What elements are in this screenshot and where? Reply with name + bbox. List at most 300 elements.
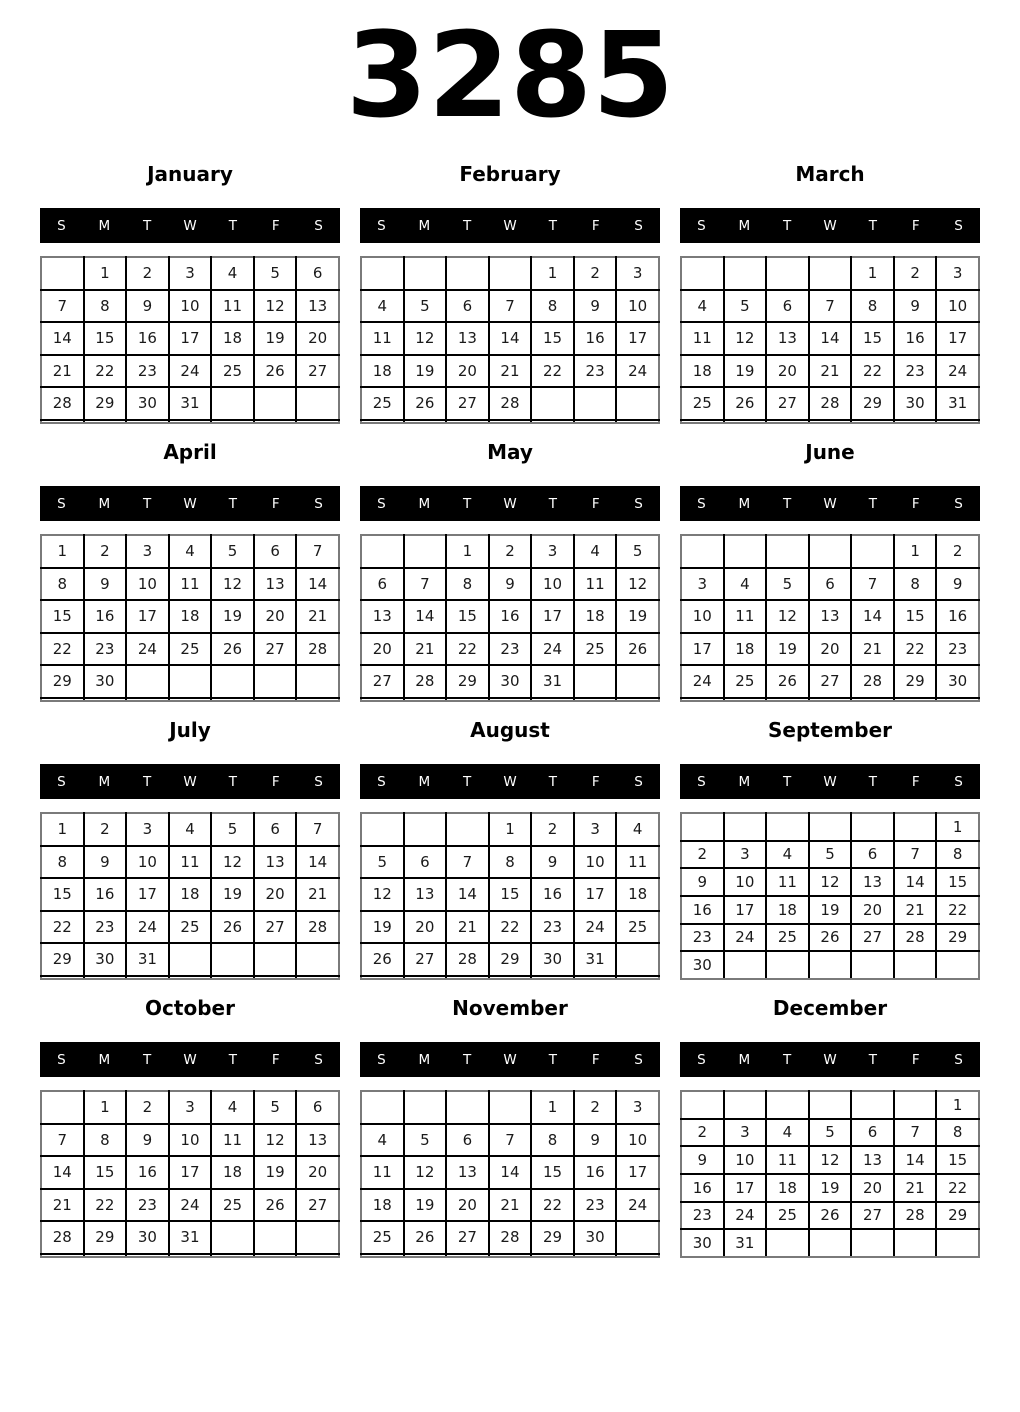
day-cell: 6 — [361, 568, 404, 601]
empty-day-cell — [681, 535, 724, 568]
day-cell: 15 — [936, 1146, 979, 1174]
empty-day-cell — [681, 257, 724, 290]
empty-day-cell — [404, 976, 447, 979]
day-cell: 12 — [211, 846, 254, 879]
month-block — [360, 428, 660, 706]
empty-day-cell — [211, 1221, 254, 1254]
day-cell: 26 — [361, 943, 404, 976]
day-cell: 21 — [296, 878, 339, 911]
empty-day-cell — [809, 1229, 852, 1257]
weekday-label: W — [503, 495, 517, 512]
empty-day-cell — [169, 943, 212, 976]
day-cell: 17 — [531, 600, 574, 633]
day-cell: 8 — [446, 568, 489, 601]
weekday-label: S — [954, 495, 963, 512]
day-cell: 28 — [41, 387, 84, 420]
day-cell: 4 — [169, 535, 212, 568]
month-block — [40, 706, 340, 984]
week-row — [361, 943, 659, 976]
empty-day-cell — [404, 257, 447, 290]
empty-day-cell — [254, 665, 297, 698]
empty-day-cell — [446, 698, 489, 701]
week-row — [361, 600, 659, 633]
empty-day-cell — [936, 698, 979, 701]
empty-day-cell — [936, 951, 979, 979]
day-cell: 30 — [894, 387, 937, 420]
week-row — [361, 387, 659, 420]
month-block — [40, 984, 340, 1262]
day-cell: 1 — [531, 257, 574, 290]
day-cell: 1 — [936, 1091, 979, 1119]
day-cell: 27 — [361, 665, 404, 698]
day-cell: 20 — [446, 1189, 489, 1222]
weekday-label: S — [314, 1051, 323, 1068]
month-block — [360, 706, 660, 984]
day-cell: 20 — [446, 355, 489, 388]
weekday-label: W — [503, 773, 517, 790]
weekday-label: W — [183, 495, 197, 512]
day-cell: 5 — [616, 535, 659, 568]
empty-day-cell — [851, 535, 894, 568]
day-cell: 28 — [41, 1221, 84, 1254]
day-cell: 24 — [531, 633, 574, 666]
day-cell: 10 — [169, 290, 212, 323]
day-cell: 1 — [489, 813, 532, 846]
week-row — [361, 322, 659, 355]
weekday-header-bar — [360, 1042, 660, 1077]
day-cell: 4 — [169, 813, 212, 846]
day-cell: 6 — [851, 841, 894, 869]
month-name: May — [487, 439, 533, 464]
day-cell: 21 — [41, 1189, 84, 1222]
day-cell: 25 — [681, 387, 724, 420]
day-cell: 3 — [724, 1119, 767, 1147]
day-cell: 6 — [254, 535, 297, 568]
week-row — [41, 568, 339, 601]
day-cell: 24 — [681, 665, 724, 698]
day-cell: 7 — [489, 1124, 532, 1157]
week-row — [41, 1156, 339, 1189]
year-title: 3285 — [345, 6, 675, 144]
day-cell: 27 — [446, 1221, 489, 1254]
weekday-label: W — [503, 1051, 517, 1068]
weekday-header-bar — [680, 1042, 980, 1077]
day-cell: 26 — [254, 355, 297, 388]
day-cell: 19 — [616, 600, 659, 633]
weekday-label: T — [868, 773, 877, 790]
empty-day-cell — [531, 976, 574, 979]
weekday-label: T — [783, 495, 792, 512]
day-cell: 18 — [361, 355, 404, 388]
day-cell: 27 — [851, 924, 894, 952]
day-cell: 31 — [531, 665, 574, 698]
weekday-header-bar — [40, 208, 340, 243]
empty-day-cell — [809, 420, 852, 423]
week-row — [41, 846, 339, 879]
week-row — [681, 951, 979, 979]
day-cell: 11 — [766, 1146, 809, 1174]
day-cell: 16 — [936, 600, 979, 633]
day-cell: 18 — [766, 896, 809, 924]
day-cell: 3 — [936, 257, 979, 290]
weekday-label: S — [697, 495, 706, 512]
day-cell: 9 — [84, 846, 127, 879]
weekday-label: M — [418, 495, 431, 512]
week-row — [41, 1189, 339, 1222]
day-cell: 18 — [766, 1174, 809, 1202]
day-cell: 15 — [84, 322, 127, 355]
day-cell: 7 — [894, 841, 937, 869]
day-cell: 27 — [254, 911, 297, 944]
day-cell: 16 — [894, 322, 937, 355]
day-cell: 8 — [84, 1124, 127, 1157]
empty-day-cell — [616, 698, 659, 701]
day-cell: 21 — [894, 1174, 937, 1202]
empty-day-cell — [724, 1091, 767, 1119]
day-cell: 19 — [254, 322, 297, 355]
week-row — [361, 976, 659, 979]
day-cell: 28 — [489, 387, 532, 420]
day-cell: 1 — [41, 535, 84, 568]
empty-day-cell — [169, 420, 212, 423]
month-block — [40, 150, 340, 428]
day-cell: 25 — [616, 911, 659, 944]
day-cell: 15 — [41, 878, 84, 911]
empty-day-cell — [681, 698, 724, 701]
day-cell: 21 — [446, 911, 489, 944]
empty-day-cell — [894, 1229, 937, 1257]
day-cell: 22 — [489, 911, 532, 944]
day-cell: 4 — [681, 290, 724, 323]
weekday-label: W — [183, 217, 197, 234]
empty-day-cell — [894, 951, 937, 979]
day-cell: 30 — [126, 1221, 169, 1254]
day-cell: 11 — [211, 290, 254, 323]
empty-day-cell — [616, 387, 659, 420]
week-row — [41, 387, 339, 420]
day-cell: 28 — [851, 665, 894, 698]
day-cell: 12 — [254, 1124, 297, 1157]
day-cell: 18 — [169, 878, 212, 911]
month-grid — [680, 534, 980, 702]
day-cell: 5 — [404, 1124, 447, 1157]
day-cell: 30 — [681, 1229, 724, 1257]
empty-day-cell — [211, 698, 254, 701]
empty-day-cell — [361, 257, 404, 290]
day-cell: 5 — [211, 535, 254, 568]
month-name: September — [768, 717, 892, 742]
empty-day-cell — [809, 1091, 852, 1119]
day-cell: 17 — [126, 878, 169, 911]
empty-day-cell — [851, 1091, 894, 1119]
month-block — [360, 984, 660, 1262]
empty-day-cell — [766, 951, 809, 979]
empty-day-cell — [84, 976, 127, 979]
day-cell: 2 — [681, 841, 724, 869]
week-row — [41, 943, 339, 976]
week-row — [41, 322, 339, 355]
day-cell: 7 — [894, 1119, 937, 1147]
empty-day-cell — [616, 943, 659, 976]
day-cell: 25 — [574, 633, 617, 666]
empty-day-cell — [361, 976, 404, 979]
day-cell: 23 — [574, 355, 617, 388]
day-cell: 17 — [724, 1174, 767, 1202]
empty-day-cell — [809, 813, 852, 841]
empty-day-cell — [254, 387, 297, 420]
empty-day-cell — [41, 1091, 84, 1124]
day-cell: 1 — [84, 257, 127, 290]
day-cell: 27 — [851, 1202, 894, 1230]
empty-day-cell — [489, 976, 532, 979]
weekday-label: S — [634, 495, 643, 512]
weekday-label: T — [463, 495, 472, 512]
empty-day-cell — [809, 257, 852, 290]
day-cell: 4 — [766, 841, 809, 869]
week-row — [361, 633, 659, 666]
week-row — [681, 633, 979, 666]
empty-day-cell — [404, 1091, 447, 1124]
empty-day-cell — [531, 420, 574, 423]
day-cell: 9 — [681, 868, 724, 896]
day-cell: 3 — [169, 257, 212, 290]
week-row — [361, 355, 659, 388]
weekday-label: S — [314, 217, 323, 234]
empty-day-cell — [361, 535, 404, 568]
weekday-label: W — [183, 1051, 197, 1068]
weekday-label: F — [911, 773, 920, 790]
empty-day-cell — [724, 257, 767, 290]
day-cell: 23 — [126, 1189, 169, 1222]
day-cell: 24 — [616, 1189, 659, 1222]
day-cell: 26 — [766, 665, 809, 698]
weekday-header-bar — [680, 208, 980, 243]
day-cell: 3 — [574, 813, 617, 846]
day-cell: 14 — [41, 1156, 84, 1189]
month-block — [680, 706, 980, 984]
day-cell: 12 — [809, 1146, 852, 1174]
week-row — [41, 665, 339, 698]
day-cell: 29 — [84, 387, 127, 420]
day-cell: 22 — [84, 355, 127, 388]
empty-day-cell — [254, 698, 297, 701]
day-cell: 7 — [296, 535, 339, 568]
week-row — [681, 290, 979, 323]
day-cell: 5 — [254, 257, 297, 290]
day-cell: 30 — [531, 943, 574, 976]
empty-day-cell — [724, 698, 767, 701]
week-row — [361, 665, 659, 698]
day-cell: 6 — [296, 257, 339, 290]
weekday-label: T — [463, 217, 472, 234]
empty-day-cell — [936, 1229, 979, 1257]
empty-day-cell — [446, 976, 489, 979]
week-row — [361, 698, 659, 701]
weekday-label: S — [954, 773, 963, 790]
day-cell: 26 — [211, 633, 254, 666]
empty-day-cell — [851, 1229, 894, 1257]
day-cell: 28 — [296, 911, 339, 944]
empty-day-cell — [574, 665, 617, 698]
empty-day-cell — [851, 420, 894, 423]
day-cell: 4 — [616, 813, 659, 846]
day-cell: 12 — [211, 568, 254, 601]
day-cell: 6 — [404, 846, 447, 879]
month-name: January — [147, 161, 233, 186]
day-cell: 22 — [936, 896, 979, 924]
month-name: April — [163, 439, 217, 464]
day-cell: 1 — [41, 813, 84, 846]
day-cell: 29 — [894, 665, 937, 698]
week-row — [681, 1229, 979, 1257]
weekday-label: M — [98, 217, 111, 234]
weekday-label: S — [634, 217, 643, 234]
day-cell: 9 — [531, 846, 574, 879]
day-cell: 11 — [169, 846, 212, 879]
week-row — [41, 1124, 339, 1157]
day-cell: 22 — [446, 633, 489, 666]
empty-day-cell — [681, 813, 724, 841]
week-row — [681, 600, 979, 633]
day-cell: 22 — [531, 1189, 574, 1222]
empty-day-cell — [169, 698, 212, 701]
day-cell: 18 — [574, 600, 617, 633]
week-row — [681, 924, 979, 952]
day-cell: 3 — [616, 1091, 659, 1124]
empty-day-cell — [724, 535, 767, 568]
day-cell: 1 — [446, 535, 489, 568]
day-cell: 15 — [41, 600, 84, 633]
day-cell: 28 — [446, 943, 489, 976]
week-row — [361, 911, 659, 944]
day-cell: 22 — [936, 1174, 979, 1202]
day-cell: 16 — [574, 322, 617, 355]
day-cell: 4 — [361, 290, 404, 323]
week-row — [681, 698, 979, 701]
weekday-label: F — [271, 773, 280, 790]
week-row — [681, 420, 979, 423]
day-cell: 24 — [724, 924, 767, 952]
day-cell: 9 — [84, 568, 127, 601]
day-cell: 7 — [446, 846, 489, 879]
week-row — [681, 813, 979, 841]
day-cell: 16 — [84, 600, 127, 633]
day-cell: 16 — [531, 878, 574, 911]
day-cell: 25 — [724, 665, 767, 698]
weekday-label: M — [418, 217, 431, 234]
weekday-label: M — [98, 773, 111, 790]
day-cell: 12 — [404, 322, 447, 355]
week-row — [41, 698, 339, 701]
day-cell: 2 — [126, 1091, 169, 1124]
week-row — [41, 355, 339, 388]
week-row — [41, 600, 339, 633]
weekday-label: F — [911, 495, 920, 512]
day-cell: 22 — [894, 633, 937, 666]
day-cell: 4 — [574, 535, 617, 568]
day-cell: 5 — [766, 568, 809, 601]
day-cell: 29 — [84, 1221, 127, 1254]
day-cell: 26 — [211, 911, 254, 944]
day-cell: 2 — [84, 813, 127, 846]
empty-day-cell — [126, 976, 169, 979]
day-cell: 2 — [574, 1091, 617, 1124]
day-cell: 15 — [489, 878, 532, 911]
empty-day-cell — [169, 976, 212, 979]
day-cell: 23 — [489, 633, 532, 666]
day-cell: 27 — [446, 387, 489, 420]
empty-day-cell — [489, 257, 532, 290]
empty-day-cell — [211, 976, 254, 979]
week-row — [41, 1221, 339, 1254]
empty-day-cell — [41, 257, 84, 290]
day-cell: 21 — [851, 633, 894, 666]
day-cell: 6 — [851, 1119, 894, 1147]
empty-day-cell — [724, 813, 767, 841]
month-grid — [680, 256, 980, 424]
day-cell: 2 — [489, 535, 532, 568]
empty-day-cell — [446, 420, 489, 423]
weekday-header-bar — [680, 764, 980, 799]
day-cell: 23 — [531, 911, 574, 944]
empty-day-cell — [361, 1254, 404, 1257]
day-cell: 23 — [681, 1202, 724, 1230]
weekday-label: F — [591, 217, 600, 234]
empty-day-cell — [254, 420, 297, 423]
empty-day-cell — [851, 813, 894, 841]
day-cell: 20 — [361, 633, 404, 666]
day-cell: 8 — [851, 290, 894, 323]
empty-day-cell — [296, 387, 339, 420]
day-cell: 19 — [211, 878, 254, 911]
empty-day-cell — [574, 387, 617, 420]
week-row — [41, 878, 339, 911]
empty-day-cell — [296, 1221, 339, 1254]
month-name: March — [795, 161, 865, 186]
week-row — [361, 846, 659, 879]
day-cell: 13 — [254, 568, 297, 601]
day-cell: 5 — [404, 290, 447, 323]
weekday-header-bar — [360, 208, 660, 243]
day-cell: 25 — [766, 924, 809, 952]
day-cell: 28 — [894, 924, 937, 952]
day-cell: 4 — [211, 257, 254, 290]
weekday-label: T — [228, 495, 237, 512]
day-cell: 10 — [616, 1124, 659, 1157]
day-cell: 17 — [936, 322, 979, 355]
month-name: October — [145, 995, 235, 1020]
weekday-label: T — [228, 217, 237, 234]
month-name: November — [452, 995, 568, 1020]
day-cell: 28 — [296, 633, 339, 666]
day-cell: 26 — [404, 1221, 447, 1254]
months-grid — [0, 150, 1020, 1262]
month-grid — [40, 534, 340, 702]
day-cell: 19 — [404, 355, 447, 388]
day-cell: 8 — [936, 1119, 979, 1147]
day-cell: 2 — [574, 257, 617, 290]
week-row — [41, 420, 339, 423]
day-cell: 10 — [126, 568, 169, 601]
empty-day-cell — [766, 257, 809, 290]
empty-day-cell — [404, 813, 447, 846]
day-cell: 30 — [574, 1221, 617, 1254]
day-cell: 3 — [169, 1091, 212, 1124]
day-cell: 13 — [296, 290, 339, 323]
month-grid — [40, 256, 340, 424]
week-row — [681, 257, 979, 290]
month-block — [680, 984, 980, 1262]
